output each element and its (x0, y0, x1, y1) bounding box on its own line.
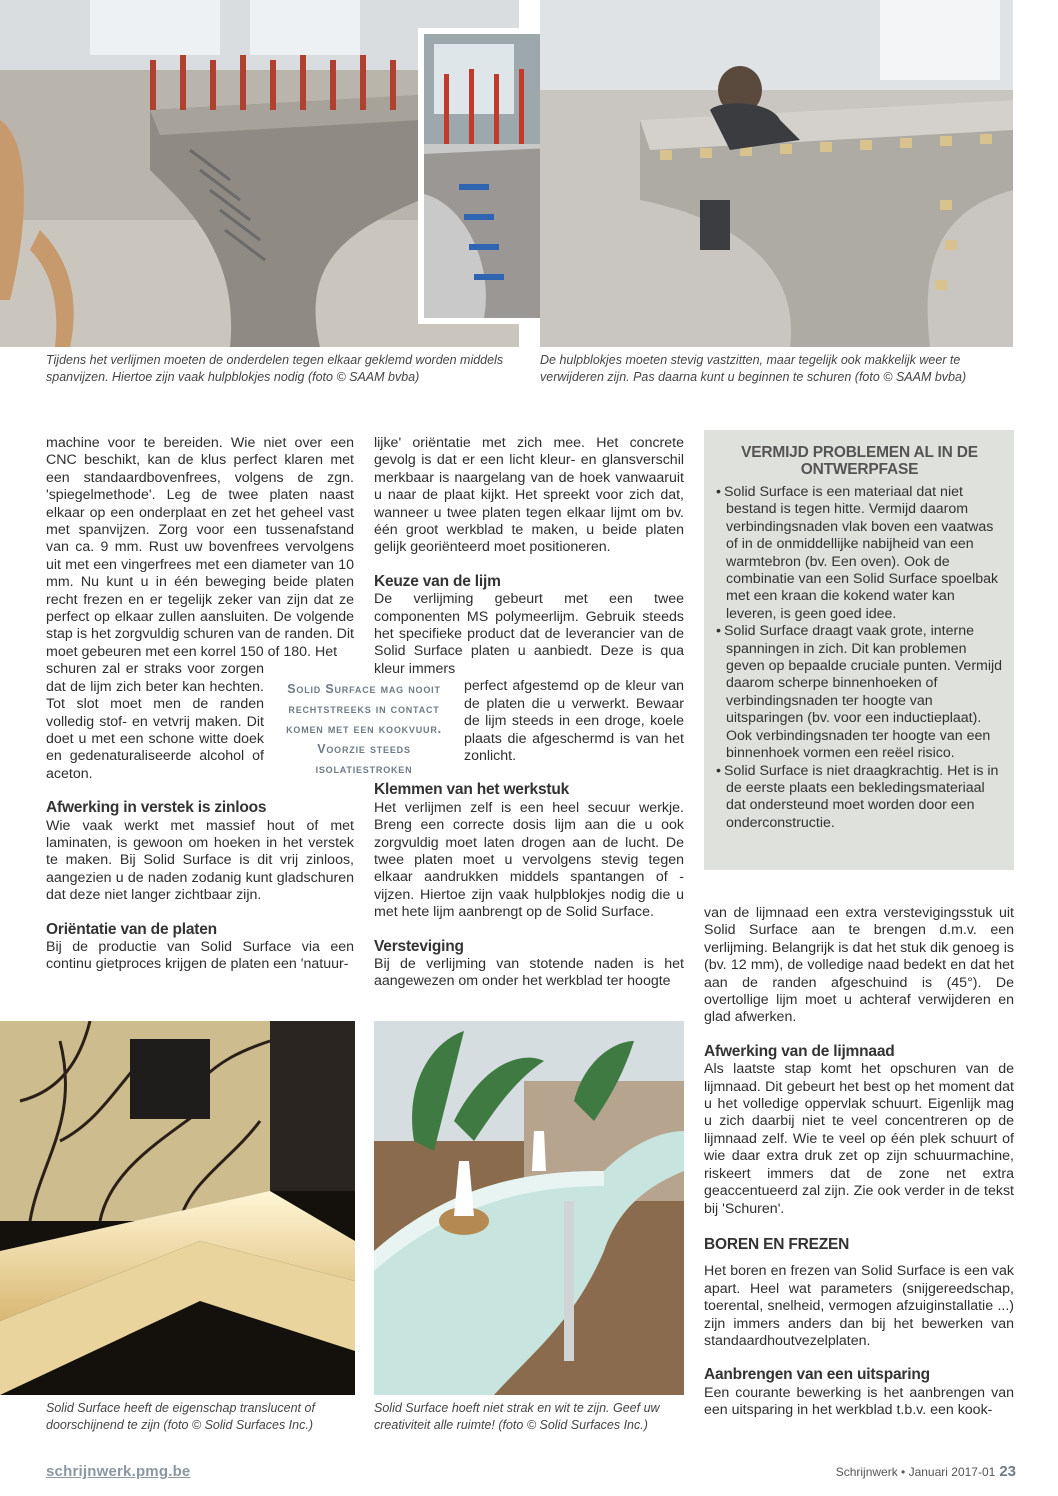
col2-paragraph-klemmen: Het verlijmen zelf is een heel secuur werkje. Breng een correcte dosis lijm aan die u ook zorgvuldig moet laten drogen aan de lucht. De twee platen moet u vervolgens stevig tegen elkaar aandrukken middels spantangen of -vijzen. Hiertoe zijn vaak hulpblokjes nodig die u met hete lijm aanbrengt op de Solid Surface. (374, 799, 684, 921)
col2-paragraph-lijm-b: perfect afgestemd op de kleur van de platen die u verwerkt. Bewaar de lijm steeds in een droge, koele plaats die afgeschermd is van het zonlicht. (464, 678, 684, 764)
caption-bottom-middle: Solid Surface hoeft niet strak en wit te zijn. Geef uw creativiteit alle ruimte! (foto © Solid Surfaces Inc.) (374, 1401, 660, 1432)
issue-label: Schrijnwerk • Januari 2017-01 (835, 1465, 996, 1479)
caption-top-right: De hulpblokjes moeten stevig vastzitten, maar tegelijk ook makkelijk weer te verwijderen zijn. Pas daarna kunt u beginnen te schuren (foto © SAAM bvba) (540, 353, 967, 384)
pull-quote: Solid Surface mag nooit rechtstreeks in contact komen met een kookvuur. Voorzie steeds isolatiestroken (286, 682, 442, 776)
tip-item: • Solid Surface draagt vaak grote, interne spanningen in zich. Dit kan problemen geven op bepaalde cruciale punten. Vermijd daarom scherpe binnenhoeken of verbindingsnaden ter hoogte van uitsparingen (bv. voor een inductieplaat). Ook verbindingsnaden ter hoogte van een binnenhoek vormen een reëel risico. (714, 623, 1005, 762)
col3-paragraph-1: van de lijmnaad een extra verstevigingsstuk uit Solid Surface aan te brengen d.m.v. een verlijming. Belangrijk is dat het stuk dik genoeg is (bv. 12 mm), de volledige naad bedekt en dat het aan de randen afgeschuind is (45°). De overtollige lijm moet u achteraf verwijderen en glad afwerken. (704, 905, 1014, 1026)
photo-translucent-bar (0, 1021, 355, 1395)
col2-paragraph-lijm: De verlijming gebeurt met een twee componenten MS polymeerlijm. Gebruik steeds het specifieke product dat de leverancier van de Solid Surface platen u aanbiedt. Deze is qua kleur immers (374, 591, 684, 677)
heading-boren-frezen: BOREN EN FREZEN (704, 1235, 850, 1253)
caption-top-left: Tijdens het verlijmen moeten de onderdelen tegen elkaar geklemd worden middels spanvijzen. Hiertoe zijn vaak hulpblokjes nodig (foto © SAAM bvba) (46, 353, 504, 384)
heading-orientatie: Oriëntatie van de platen (46, 920, 217, 938)
photo-curved-counter (374, 1021, 684, 1395)
column-3 (704, 905, 1014, 1420)
col3-paragraph-lijmnaad: Als laatste stap komt het opschuren van de lijmnaad. Dit gebeurt het best op het moment dat u het volledige oppervlak schuurt. Eigenlijk mag u zich daarbij niet te veel concentreren op de lijmnaad zelf. Wie te veel op één plek schuurt of wie daar extra druk zet op zijn schuurmachine, riskeert immers dat de zone net extra geaccentueerd zal zijn. Zie ook verder in de tekst bij 'Schuren'. (704, 1061, 1014, 1217)
tip-item: • Solid Surface is niet draagkrachtig. Het is in de eerste plaats een bekledingsmateriaal dat ondersteund moet worden door een onderconstructie. (714, 763, 1005, 833)
tip-box-title: VERMIJD PROBLEMEN AL IN DE ONTWERPFASE (741, 444, 978, 478)
tip-list (714, 484, 1005, 832)
heading-klemmen: Klemmen van het werkstuk (374, 781, 570, 799)
caption-bottom-left: Solid Surface heeft de eigenschap translucent of doorschijnend te zijn (foto © Solid Surfaces Inc.) (46, 1401, 315, 1432)
heading-lijmnaad: Afwerking van de lijmnaad (704, 1042, 895, 1060)
col3-paragraph-uitsparing: Een courante bewerking is het aanbrengen van een uitsparing in het werkblad t.b.v. een kook- (704, 1384, 1014, 1419)
col2-paragraph-versteviging: Bij de verlijming van stotende naden is het aangewezen om onder het werkblad ter hoogte (374, 955, 684, 990)
tip-item: • Solid Surface is een materiaal dat niet bestand is tegen hitte. Vermijd daarom verbindingsnaden vlak boven een vaatwas of in de onmiddellijke nabijheid van een warmtebron (bv. Een oven). Ook de combinatie van een Solid Surface spoelbak met een kraan die kokend water kan leveren, is geen goed idee. (714, 484, 1005, 623)
column-2 (374, 435, 684, 991)
col2-paragraph-1: lijke' oriëntatie met zich mee. Het concrete gevolg is dat er een licht kleur- en glansverschil merkbaar is naargelang van de hoek vanwaaruit u naar de plaat kijkt. Het spreekt voor zich dat, wanneer u twee platen tegen elkaar lijmt om bv. één groot werkblad te maken, u beide platen gelijk georiënteerd moet positioneren. (374, 435, 684, 556)
website-link[interactable]: schrijnwerk.pmg.be (46, 1463, 191, 1480)
footer-website[interactable] (46, 1463, 190, 1480)
col1-paragraph-orientatie: Bij de productie van Solid Surface via een continu gietproces krijgen de platen een 'natuur- (46, 938, 354, 973)
heading-uitsparing: Aanbrengen van een uitsparing (704, 1366, 930, 1384)
heading-versteviging: Versteviging (374, 937, 464, 955)
col3-paragraph-boren: Het boren en frezen van Solid Surface is een vak apart. Heel wat parameters (snijgereedschap, toerental, snelheid, vermogen afzuiginstallatie ...) zijn immers anders dan bij het bewerken van standaardhoutvezelplaten. (704, 1263, 1014, 1349)
heading-verstek: Afwerking in verstek is zinloos (46, 799, 267, 817)
col1-paragraph-1: machine voor te bereiden. Wie niet over een CNC beschikt, kan de klus perfect klaren met een standaardbovenfrees, volgens de zgn. 'spiegelmethode'. Leg de twee platen naast elkaar op een onderplaat en zet het geheel vast met spanvijzen. Zorg voor een tussenafstand van ca. 9 mm. Rust uw bovenfrees vervolgens uit met een vingerfrees met een diameter van 10 mm. Nu kunt u in één beweging beide platen recht frezen en er tegelijk zeker van zijn dat ze perfect op elkaar zullen aansluiten. De volgende stap is het zorgvuldig schuren van de randen. Dit moet gebeuren met een korrel 150 of 180. Het (46, 435, 354, 660)
col1-paragraph-verstek: Wie vaak werkt met massief hout of met laminaten, is gewoon om hoeken in het verstek te maken. Bij Solid Surface is dit vrij zinloos, aangezien u de naden zodanig kunt gladschuren dat deze niet langer zichtbaar zijn. (46, 817, 354, 904)
photo-worker-sanding (540, 0, 1013, 347)
tip-box (704, 430, 1014, 870)
heading-lijm: Keuze van de lijm (374, 572, 501, 590)
page-number: 23 (999, 1463, 1016, 1480)
col1-paragraph-1b: schuren zal er straks voor zorgen dat de lijm zich beter kan hechten. Tot slot moet men de randen volledig stof- en vetvrij maken. Dit doet u met een schone witte doek en gedenaturaliseerde alcohol of aceton. (46, 661, 264, 782)
footer-issue (836, 1463, 1016, 1480)
